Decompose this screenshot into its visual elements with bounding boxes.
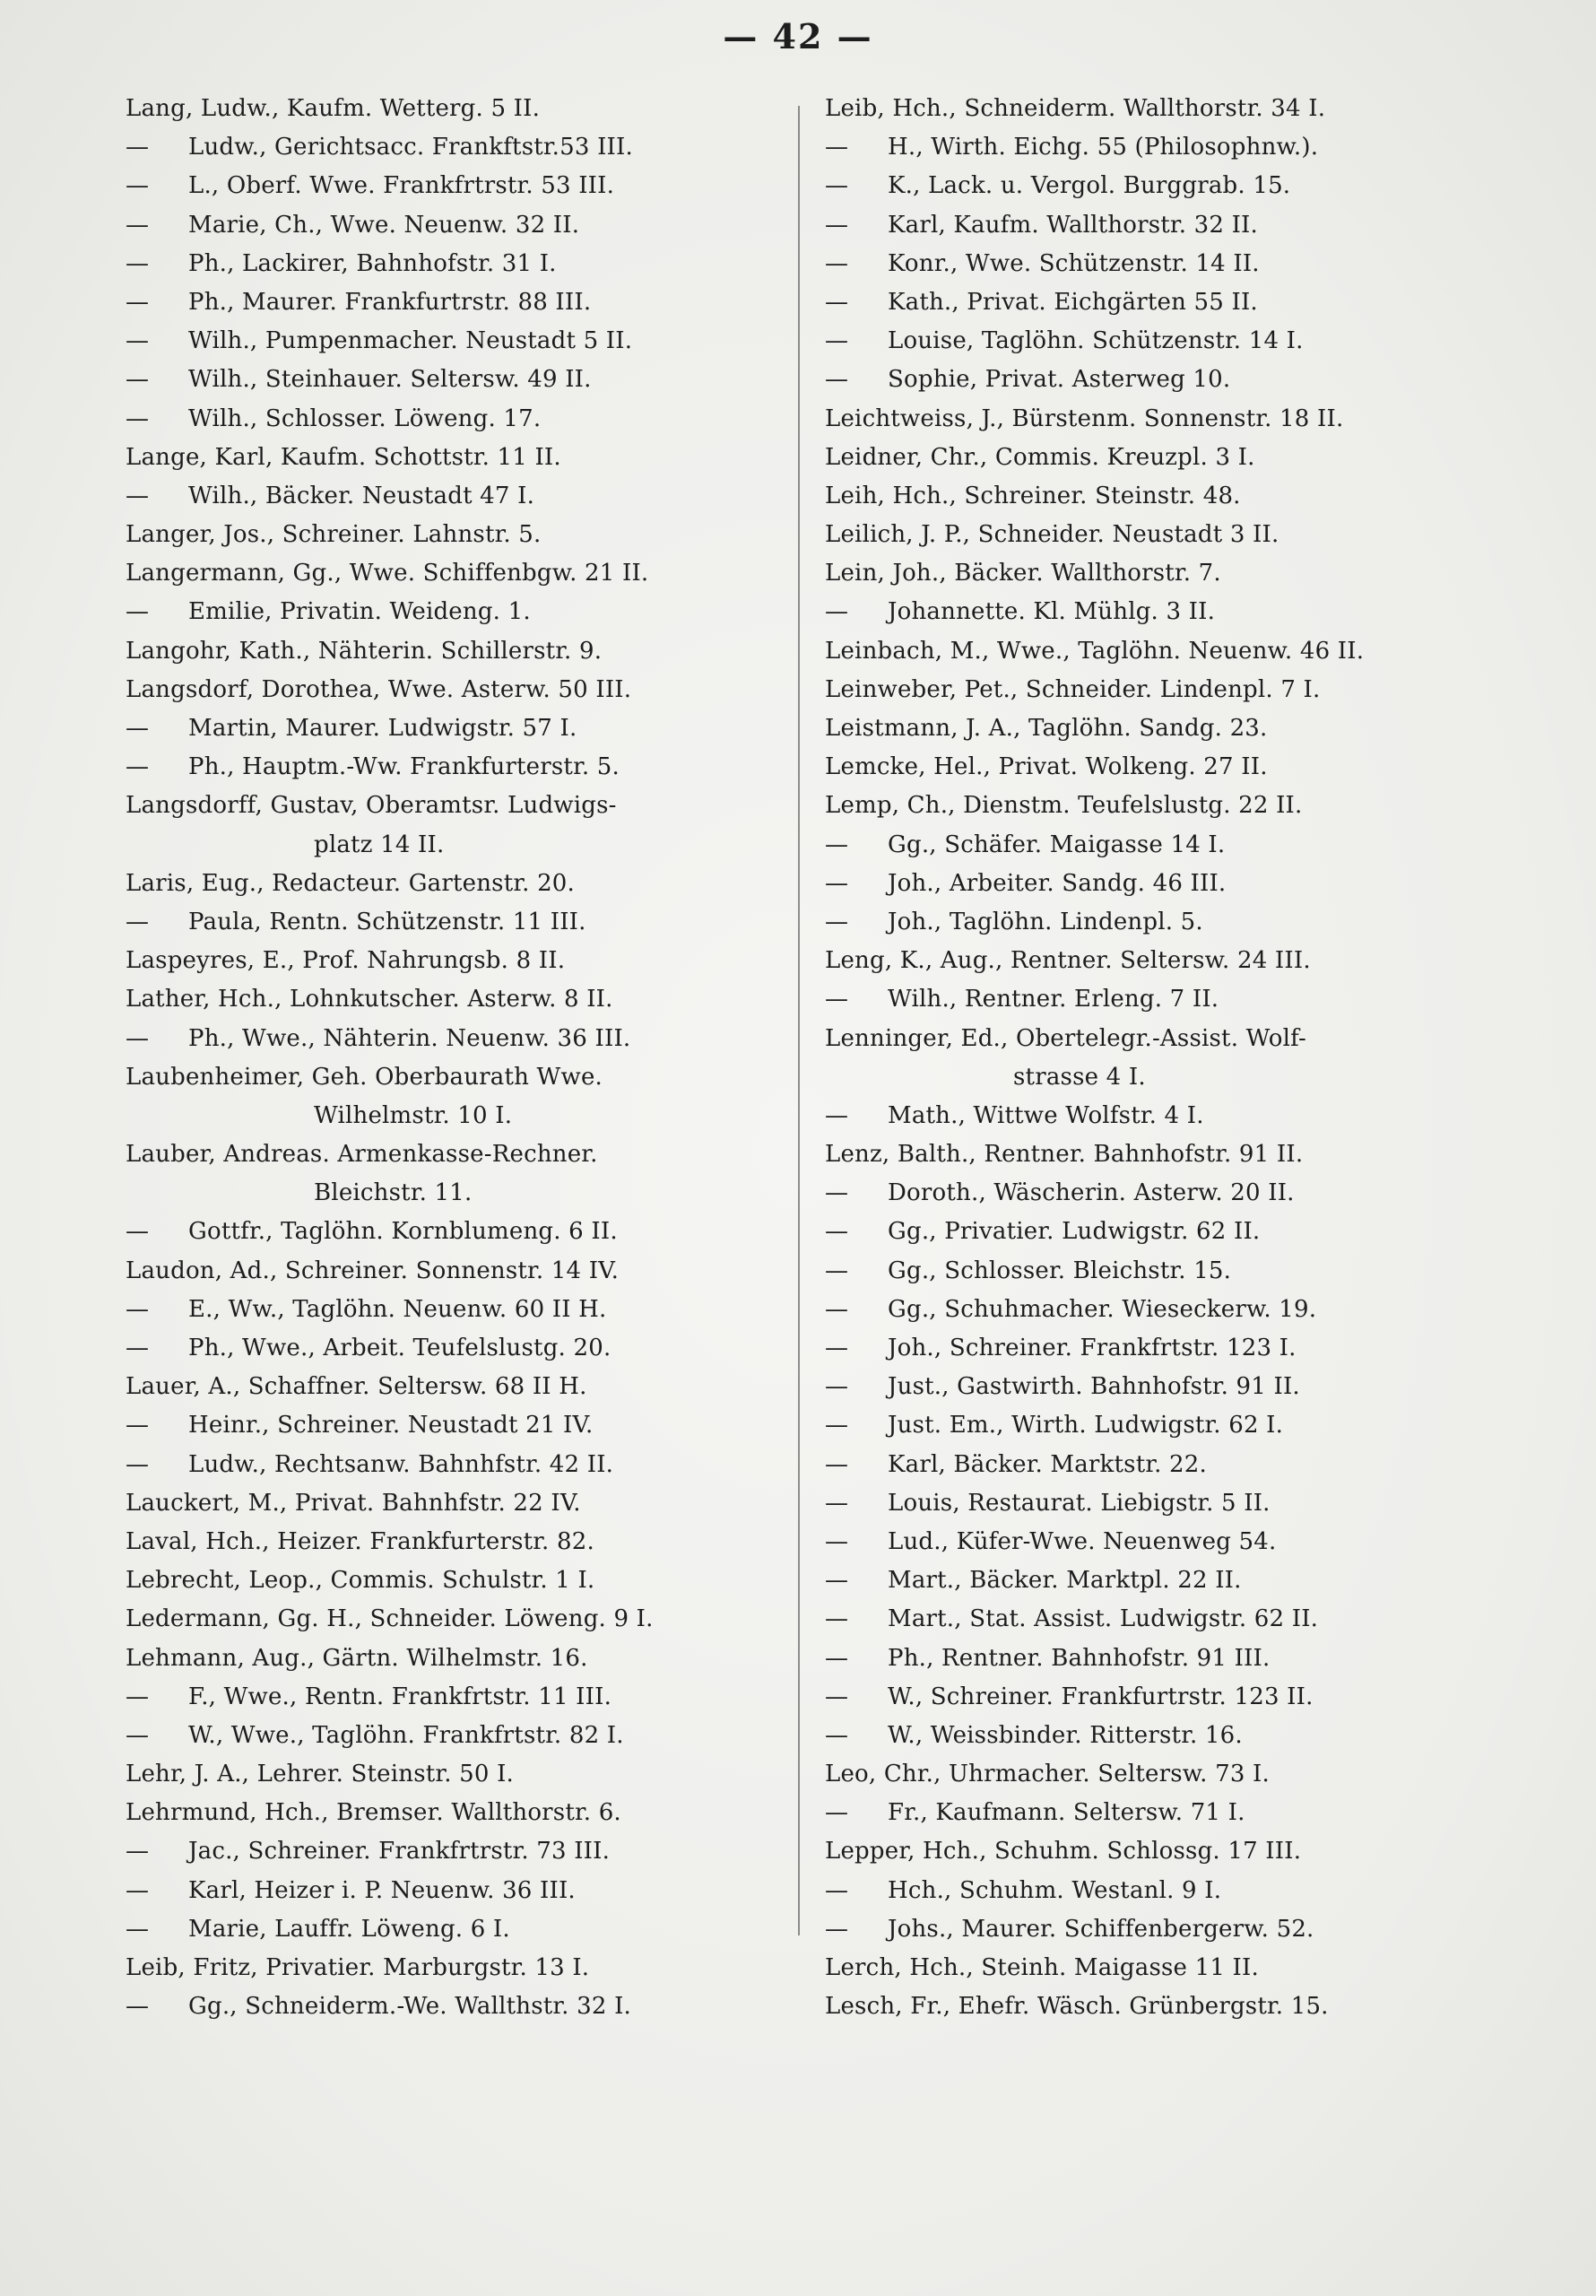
directory-entry: Leo, Chr., Uhrmacher. Seltersw. 73 I. bbox=[825, 1761, 1270, 1788]
directory-entry: — Ph., Rentner. Bahnhofstr. 91 III. bbox=[825, 1644, 1271, 1672]
directory-entry: — Marie, Lauffr. Löweng. 6 I. bbox=[126, 1915, 510, 1943]
directory-entry: — Johs., Maurer. Schiffenbergerw. 52. bbox=[825, 1915, 1314, 1943]
directory-entry: Bleichstr. 11. bbox=[314, 1179, 473, 1207]
directory-entry: Leinweber, Pet., Schneider. Lindenpl. 7 I. bbox=[825, 675, 1321, 703]
directory-entry: — Louise, Taglöhn. Schützenstr. 14 I. bbox=[825, 327, 1304, 355]
directory-entry: Leilich, J. P., Schneider. Neustadt 3 II. bbox=[825, 521, 1279, 549]
column-divider bbox=[798, 106, 800, 1935]
directory-entry: — Sophie, Privat. Asterweg 10. bbox=[825, 366, 1231, 394]
directory-entry: — Fr., Kaufmann. Seltersw. 71 I. bbox=[825, 1799, 1245, 1827]
directory-entry: Leib, Fritz, Privatier. Marburgstr. 13 I. bbox=[126, 1954, 590, 1981]
directory-entry: — Mart., Stat. Assist. Ludwigstr. 62 II. bbox=[825, 1605, 1319, 1633]
directory-entry: Lesch, Fr., Ehefr. Wäsch. Grünbergstr. 15. bbox=[825, 1993, 1329, 2021]
directory-entry: strasse 4 I. bbox=[1013, 1063, 1146, 1091]
directory-entry: Langer, Jos., Schreiner. Lahnstr. 5. bbox=[126, 521, 542, 549]
directory-entry: — Ludw., Rechtsanw. Bahnhfstr. 42 II. bbox=[126, 1450, 614, 1478]
directory-entry: platz 14 II. bbox=[314, 831, 445, 858]
directory-entry: Leistmann, J. A., Taglöhn. Sandg. 23. bbox=[825, 715, 1268, 742]
directory-entry: Lein, Joh., Bäcker. Wallthorstr. 7. bbox=[825, 560, 1221, 587]
directory-entry: — Paula, Rentn. Schützenstr. 11 III. bbox=[126, 908, 586, 935]
directory-entry: Lauckert, M., Privat. Bahnhfstr. 22 IV. bbox=[126, 1489, 581, 1517]
directory-entry: — Mart., Bäcker. Marktpl. 22 II. bbox=[825, 1567, 1242, 1595]
directory-entry: — Karl, Bäcker. Marktstr. 22. bbox=[825, 1450, 1208, 1478]
directory-entry: Laubenheimer, Geh. Oberbaurath Wwe. bbox=[126, 1063, 603, 1091]
directory-entry: — Ph., Wwe., Nähterin. Neuenw. 36 III. bbox=[126, 1024, 631, 1052]
directory-entry: — E., Ww., Taglöhn. Neuenw. 60 II H. bbox=[126, 1295, 607, 1323]
directory-entry: Lather, Hch., Lohnkutscher. Asterw. 8 II. bbox=[126, 986, 613, 1013]
directory-entry: Laudon, Ad., Schreiner. Sonnenstr. 14 IV. bbox=[126, 1257, 620, 1284]
directory-entry: — Just. Em., Wirth. Ludwigstr. 62 I. bbox=[825, 1412, 1284, 1439]
directory-entry: — W., Schreiner. Frankfurtrstr. 123 II. bbox=[825, 1683, 1314, 1710]
directory-entry: — Just., Gastwirth. Bahnhofstr. 91 II. bbox=[825, 1373, 1300, 1401]
directory-entry: — Gottfr., Taglöhn. Kornblumeng. 6 II. bbox=[126, 1218, 618, 1246]
directory-entry: — Joh., Taglöhn. Lindenpl. 5. bbox=[825, 908, 1203, 935]
directory-entry: — Gg., Schneiderm.-We. Wallthstr. 32 I. bbox=[126, 1993, 631, 2021]
directory-entry: — Louis, Restaurat. Liebigstr. 5 II. bbox=[825, 1489, 1271, 1517]
directory-entry: Lauber, Andreas. Armenkasse-Rechner. bbox=[126, 1141, 598, 1169]
directory-entry: Leichtweiss, J., Bürstenm. Sonnenstr. 18 II. bbox=[825, 404, 1344, 432]
directory-entry: Leih, Hch., Schreiner. Steinstr. 48. bbox=[825, 482, 1241, 509]
directory-entry: — Gg., Privatier. Ludwigstr. 62 II. bbox=[825, 1218, 1261, 1246]
directory-entry: Laval, Hch., Heizer. Frankfurterstr. 82. bbox=[126, 1527, 594, 1555]
directory-entry: Lemp, Ch., Dienstm. Teufelslustg. 22 II. bbox=[825, 792, 1303, 820]
directory-entry: Leinbach, M., Wwe., Taglöhn. Neuenw. 46 II. bbox=[825, 637, 1365, 665]
page-number: — 42 — bbox=[723, 16, 873, 57]
directory-entry: Lehmann, Aug., Gärtn. Wilhelmstr. 16. bbox=[126, 1644, 588, 1672]
right-column bbox=[825, 90, 1533, 2026]
directory-entry: Ledermann, Gg. H., Schneider. Löweng. 9 I. bbox=[126, 1605, 654, 1633]
directory-entry: — Heinr., Schreiner. Neustadt 21 IV. bbox=[126, 1412, 594, 1439]
directory-entry: Lauer, A., Schaffner. Seltersw. 68 II H. bbox=[126, 1373, 587, 1401]
directory-entry: Lange, Karl, Kaufm. Schottstr. 11 II. bbox=[126, 443, 561, 471]
directory-entry: Lemcke, Hel., Privat. Wolkeng. 27 II. bbox=[825, 753, 1268, 781]
directory-entry: — Martin, Maurer. Ludwigstr. 57 I. bbox=[126, 715, 577, 742]
directory-entry: — Emilie, Privatin. Weideng. 1. bbox=[126, 598, 531, 626]
directory-entry: — Ph., Lackirer, Bahnhofstr. 31 I. bbox=[126, 249, 557, 277]
directory-entry: — Math., Wittwe Wolfstr. 4 I. bbox=[825, 1101, 1204, 1129]
directory-entry: Laspeyres, E., Prof. Nahrungsb. 8 II. bbox=[126, 947, 566, 975]
directory-entry: — Wilh., Bäcker. Neustadt 47 I. bbox=[126, 482, 535, 509]
directory-entry: Laris, Eug., Redacteur. Gartenstr. 20. bbox=[126, 869, 576, 897]
directory-entry: — K., Lack. u. Vergol. Burggrab. 15. bbox=[825, 172, 1291, 200]
directory-entry: Langermann, Gg., Wwe. Schiffenbgw. 21 II. bbox=[126, 560, 649, 587]
directory-entry: — Gg., Schlosser. Bleichstr. 15. bbox=[825, 1257, 1232, 1284]
directory-entry: Lenz, Balth., Rentner. Bahnhofstr. 91 II. bbox=[825, 1141, 1304, 1169]
directory-entry: Lang, Ludw., Kaufm. Wetterg. 5 II. bbox=[126, 95, 541, 122]
directory-entry: — Ph., Wwe., Arbeit. Teufelslustg. 20. bbox=[126, 1335, 612, 1361]
directory-entry: — Gg., Schuhmacher. Wieseckerw. 19. bbox=[825, 1295, 1317, 1323]
directory-entry: — Joh., Schreiner. Frankfrtstr. 123 I. bbox=[825, 1335, 1297, 1361]
directory-entry: Wilhelmstr. 10 I. bbox=[314, 1101, 513, 1129]
directory-entry: Leidner, Chr., Commis. Kreuzpl. 3 I. bbox=[825, 443, 1255, 471]
directory-entry: — L., Oberf. Wwe. Frankfrtrstr. 53 III. bbox=[126, 172, 615, 200]
directory-entry: — Johannette. Kl. Mühlg. 3 II. bbox=[825, 598, 1216, 626]
directory-entry: — W., Weissbinder. Ritterstr. 16. bbox=[825, 1721, 1243, 1749]
directory-entry: — Karl, Heizer i. P. Neuenw. 36 III. bbox=[126, 1876, 576, 1904]
directory-entry: — Jac., Schreiner. Frankfrtrstr. 73 III. bbox=[126, 1838, 611, 1866]
directory-entry: — Marie, Ch., Wwe. Neuenw. 32 II. bbox=[126, 211, 580, 239]
directory-entry: Langohr, Kath., Nähterin. Schillerstr. 9. bbox=[126, 637, 603, 665]
directory-entry: Lehr, J. A., Lehrer. Steinstr. 50 I. bbox=[126, 1761, 515, 1788]
directory-entry: Lepper, Hch., Schuhm. Schlossg. 17 III. bbox=[825, 1838, 1302, 1866]
directory-entry: — Doroth., Wäscherin. Asterw. 20 II. bbox=[825, 1179, 1295, 1207]
directory-entry: — Ph., Hauptm.-Ww. Frankfurterstr. 5. bbox=[126, 753, 620, 781]
directory-entry: — F., Wwe., Rentn. Frankfrtstr. 11 III. bbox=[126, 1683, 612, 1710]
directory-entry: — Wilh., Schlosser. Löweng. 17. bbox=[126, 404, 542, 432]
directory-entry: — Karl, Kaufm. Wallthorstr. 32 II. bbox=[825, 211, 1258, 239]
directory-entry: — Wilh., Rentner. Erleng. 7 II. bbox=[825, 986, 1219, 1013]
directory-entry: — W., Wwe., Taglöhn. Frankfrtstr. 82 I. bbox=[126, 1721, 624, 1749]
directory-entry: Leng, K., Aug., Rentner. Seltersw. 24 III. bbox=[825, 947, 1311, 975]
directory-entry: — Joh., Arbeiter. Sandg. 46 III. bbox=[825, 869, 1227, 897]
directory-entry: — Hch., Schuhm. Westanl. 9 I. bbox=[825, 1876, 1222, 1904]
directory-entry: — Wilh., Pumpenmacher. Neustadt 5 II. bbox=[126, 327, 633, 355]
directory-entry: — Kath., Privat. Eichgärten 55 II. bbox=[825, 288, 1258, 316]
directory-entry: — Wilh., Steinhauer. Seltersw. 49 II. bbox=[126, 366, 592, 394]
directory-entry: Leib, Hch., Schneiderm. Wallthorstr. 34 I. bbox=[825, 95, 1326, 122]
directory-entry: Langsdorf, Dorothea, Wwe. Asterw. 50 III. bbox=[126, 675, 632, 703]
directory-entry: — Lud., Küfer-Wwe. Neuenweg 54. bbox=[825, 1527, 1277, 1555]
directory-entry: — Ludw., Gerichtsacc. Frankftstr.53 III. bbox=[126, 134, 633, 161]
directory-entry: Lenninger, Ed., Obertelegr.-Assist. Wolf- bbox=[825, 1024, 1307, 1052]
directory-entry: Lebrecht, Leop., Commis. Schulstr. 1 I. bbox=[126, 1567, 595, 1595]
directory-entry: — Gg., Schäfer. Maigasse 14 I. bbox=[825, 831, 1226, 858]
directory-entry: — H., Wirth. Eichg. 55 (Philosophnw.). bbox=[825, 134, 1319, 161]
directory-entry: Lerch, Hch., Steinh. Maigasse 11 II. bbox=[825, 1954, 1259, 1981]
directory-entry: Langsdorff, Gustav, Oberamtsr. Ludwigs- bbox=[126, 792, 617, 820]
directory-entry: — Konr., Wwe. Schützenstr. 14 II. bbox=[825, 249, 1260, 277]
left-column bbox=[126, 90, 834, 2026]
directory-entry: — Ph., Maurer. Frankfurtrstr. 88 III. bbox=[126, 288, 592, 316]
directory-entry: Lehrmund, Hch., Bremser. Wallthorstr. 6. bbox=[126, 1799, 621, 1827]
